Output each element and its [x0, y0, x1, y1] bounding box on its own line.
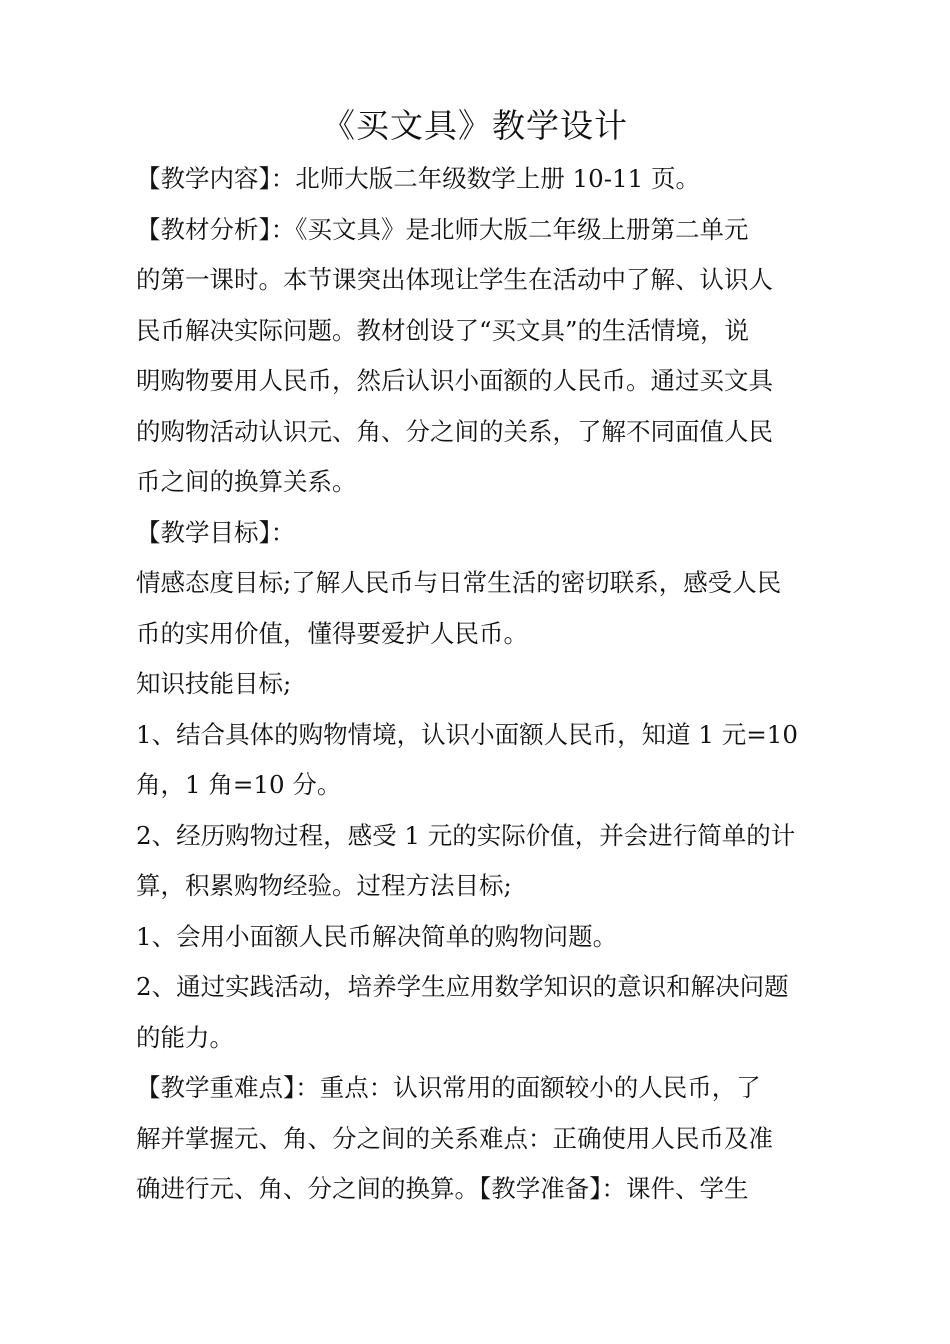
body-line: 解并掌握元、角、分之间的关系难点：正确使用人民币及准: [136, 1123, 773, 1153]
body-line: 【教学重难点】：重点：认识常用的面额较小的人民币，了: [136, 1073, 761, 1102]
body-line: 知识技能目标;: [136, 669, 292, 698]
body-line: 的第一课时。本节课突出体现让学生在活动中了解、认识人: [136, 265, 773, 294]
body-line: 【教学内容】：北师大版二年级数学上册 10-11 页。: [136, 164, 700, 193]
body-line: 算，积累购物经验。过程方法目标;: [136, 871, 512, 900]
document-body: [136, 154, 812, 1215]
document-title: 《买文具》教学设计: [322, 106, 628, 145]
body-line: 的能力。: [136, 1022, 234, 1052]
body-line: 民币解决实际问题。教材创设了“买文具”的生活情境，说: [136, 315, 750, 345]
body-line: 【教学目标】：: [136, 517, 296, 547]
body-line: 确进行元、角、分之间的换算。【教学准备】：课件、学生: [136, 1174, 749, 1203]
body-line: 1、会用小面额人民币解决简单的购物问题。: [136, 921, 618, 951]
body-line: 2、通过实践活动，培养学生应用数学知识的意识和解决问题: [136, 972, 789, 1001]
body-line: 的购物活动认识元、角、分之间的关系，了解不同面值人民: [136, 416, 773, 446]
body-line: 1、结合具体的购物情境，认识小面额人民币，知道 1 元=10: [136, 719, 798, 749]
body-line: 2、经历购物过程，感受 1 元的实际价值，并会进行简单的计: [136, 820, 796, 850]
body-line: 角，1 角=10 分。: [136, 770, 342, 799]
body-line: 明购物要用人民币，然后认识小面额的人民币。通过买文具: [136, 366, 773, 395]
body-line: 【教材分析】：《买文具》是北师大版二年级上册第二单元: [136, 214, 749, 244]
body-line: 币之间的换算关系。: [136, 467, 357, 496]
body-line: 情感态度目标;了解人民币与日常生活的密切联系，感受人民: [136, 568, 782, 597]
body-line: 币的实用价值，懂得要爱护人民币。: [136, 618, 528, 648]
